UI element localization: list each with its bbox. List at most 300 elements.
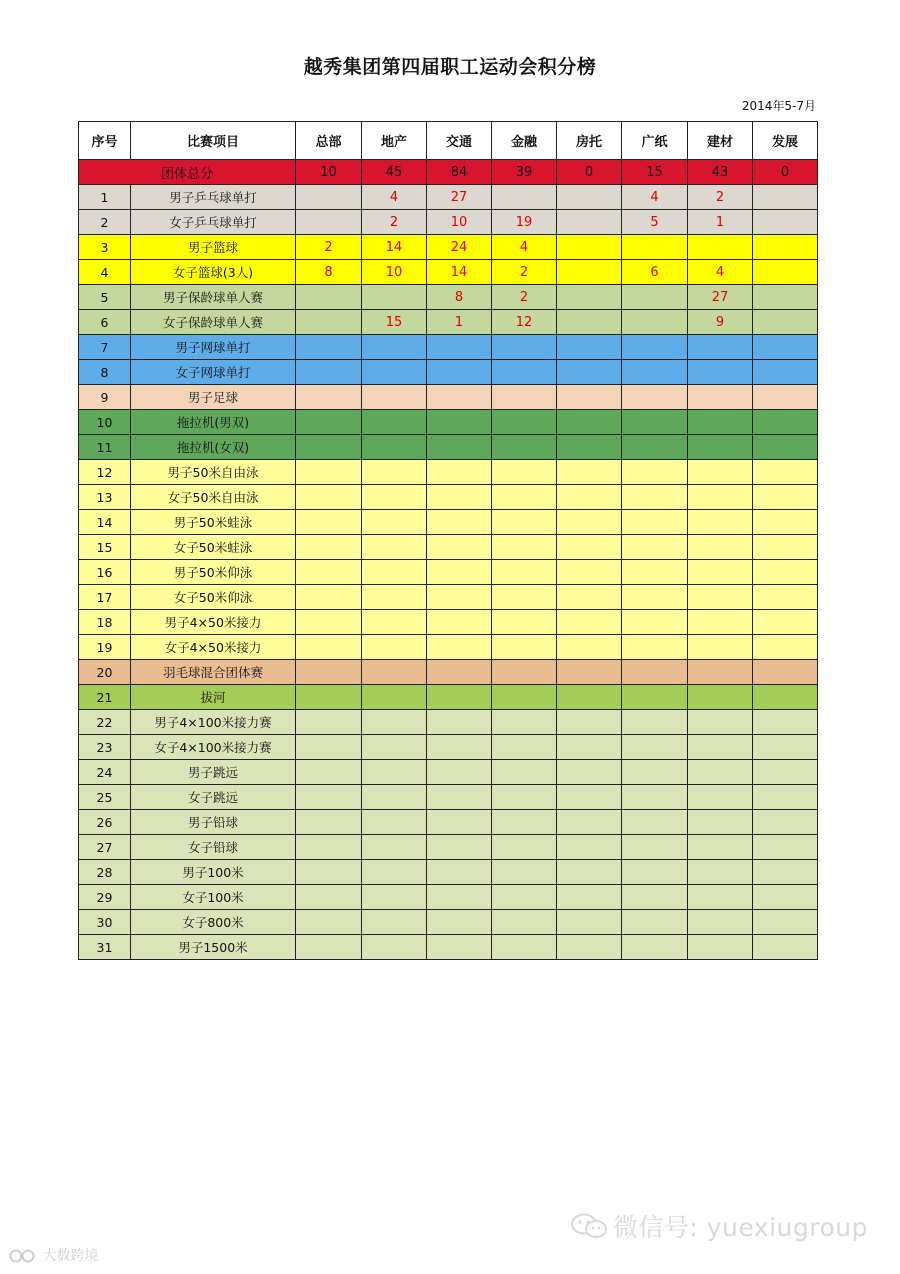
event-name: 女子50米蛙泳 xyxy=(131,535,296,560)
score-cell xyxy=(753,560,818,585)
score-cell xyxy=(688,460,753,485)
score-cell xyxy=(427,735,492,760)
event-name: 女子篮球(3人) xyxy=(131,260,296,285)
col-header-no: 序号 xyxy=(79,122,131,160)
score-cell xyxy=(492,685,557,710)
table-row xyxy=(79,435,818,460)
score-cell xyxy=(622,410,688,435)
score-cell xyxy=(753,660,818,685)
score-cell xyxy=(753,260,818,285)
score-cell xyxy=(557,185,622,210)
score-cell xyxy=(492,860,557,885)
table-row xyxy=(79,460,818,485)
score-cell xyxy=(557,785,622,810)
score-cell xyxy=(622,385,688,410)
score-cell xyxy=(753,835,818,860)
score-cell xyxy=(362,535,427,560)
row-number: 24 xyxy=(79,760,131,785)
score-cell xyxy=(492,785,557,810)
score-cell xyxy=(557,410,622,435)
total-score-cell: 45 xyxy=(362,160,427,185)
score-cell xyxy=(688,810,753,835)
row-number: 8 xyxy=(79,360,131,385)
score-cell xyxy=(688,585,753,610)
score-cell xyxy=(753,485,818,510)
page-title: 越秀集团第四届职工运动会积分榜 xyxy=(303,56,597,78)
row-number: 6 xyxy=(79,310,131,335)
table-row xyxy=(79,660,818,685)
score-cell xyxy=(362,385,427,410)
total-score-cell: 10 xyxy=(296,160,362,185)
score-cell xyxy=(688,560,753,585)
score-cell xyxy=(296,685,362,710)
score-cell xyxy=(557,935,622,960)
score-cell xyxy=(688,710,753,735)
score-cell: 4 xyxy=(362,185,427,210)
score-cell xyxy=(296,435,362,460)
score-cell xyxy=(622,935,688,960)
score-cell xyxy=(427,485,492,510)
col-header-building: 建材 xyxy=(688,122,753,160)
score-cell xyxy=(622,635,688,660)
score-cell xyxy=(427,935,492,960)
score-cell xyxy=(622,760,688,785)
col-header-hq: 总部 xyxy=(296,122,362,160)
event-name: 男子50米自由泳 xyxy=(131,460,296,485)
score-cell xyxy=(622,560,688,585)
logo-text: 大数跨境 xyxy=(42,1248,99,1264)
score-cell xyxy=(362,610,427,635)
score-cell: 10 xyxy=(427,210,492,235)
score-cell xyxy=(557,860,622,885)
col-header-development: 发展 xyxy=(753,122,818,160)
col-header-event: 比赛项目 xyxy=(131,122,296,160)
score-cell xyxy=(362,685,427,710)
score-cell xyxy=(362,285,427,310)
score-cell xyxy=(557,685,622,710)
col-header-transport: 交通 xyxy=(427,122,492,160)
score-cell xyxy=(492,535,557,560)
event-name: 男子50米仰泳 xyxy=(131,560,296,585)
table-row xyxy=(79,735,818,760)
score-cell xyxy=(427,910,492,935)
score-cell xyxy=(362,710,427,735)
table-row xyxy=(79,185,818,210)
wechat-icon xyxy=(569,1212,609,1246)
table-row xyxy=(79,485,818,510)
score-cell xyxy=(492,385,557,410)
score-cell xyxy=(492,910,557,935)
score-cell xyxy=(296,285,362,310)
score-cell xyxy=(557,485,622,510)
table-row xyxy=(79,760,818,785)
score-cell xyxy=(557,635,622,660)
score-cell: 14 xyxy=(427,260,492,285)
table-row xyxy=(79,935,818,960)
score-cell xyxy=(427,660,492,685)
score-cell xyxy=(753,885,818,910)
row-number: 7 xyxy=(79,335,131,360)
event-name: 女子网球单打 xyxy=(131,360,296,385)
score-cell: 24 xyxy=(427,235,492,260)
score-cell: 4 xyxy=(492,235,557,260)
score-cell xyxy=(362,635,427,660)
score-cell xyxy=(622,835,688,860)
score-cell xyxy=(753,935,818,960)
row-number: 23 xyxy=(79,735,131,760)
score-cell xyxy=(753,310,818,335)
score-cell xyxy=(622,785,688,810)
score-cell xyxy=(688,485,753,510)
score-cell xyxy=(753,860,818,885)
score-cell xyxy=(753,235,818,260)
row-number: 12 xyxy=(79,460,131,485)
score-cell xyxy=(688,835,753,860)
score-cell xyxy=(557,310,622,335)
score-cell xyxy=(296,635,362,660)
table-row xyxy=(79,510,818,535)
score-cell xyxy=(362,860,427,885)
score-cell xyxy=(688,910,753,935)
table-row xyxy=(79,285,818,310)
score-cell xyxy=(557,460,622,485)
score-cell xyxy=(557,360,622,385)
score-cell xyxy=(427,610,492,635)
score-cell xyxy=(296,735,362,760)
score-cell xyxy=(296,585,362,610)
table-row xyxy=(79,885,818,910)
score-cell: 8 xyxy=(296,260,362,285)
event-name: 男子4×50米接力 xyxy=(131,610,296,635)
score-cell xyxy=(362,510,427,535)
event-name: 女子800米 xyxy=(131,910,296,935)
score-cell: 12 xyxy=(492,310,557,335)
score-cell xyxy=(753,585,818,610)
score-cell xyxy=(622,335,688,360)
wechat-watermark xyxy=(569,1208,868,1246)
score-cell xyxy=(753,810,818,835)
table-row xyxy=(79,260,818,285)
score-cell xyxy=(296,910,362,935)
score-cell xyxy=(622,810,688,835)
score-cell xyxy=(492,660,557,685)
score-cell xyxy=(427,335,492,360)
event-name: 男子50米蛙泳 xyxy=(131,510,296,535)
score-cell xyxy=(688,435,753,460)
event-name: 女子跳远 xyxy=(131,785,296,810)
score-cell xyxy=(427,835,492,860)
score-cell xyxy=(427,410,492,435)
score-cell xyxy=(362,910,427,935)
score-cell xyxy=(688,685,753,710)
event-name: 男子保龄球单人赛 xyxy=(131,285,296,310)
score-cell xyxy=(622,610,688,635)
score-cell xyxy=(427,535,492,560)
table-row xyxy=(79,535,818,560)
row-number: 4 xyxy=(79,260,131,285)
score-cell: 10 xyxy=(362,260,427,285)
score-cell xyxy=(753,760,818,785)
score-cell xyxy=(622,685,688,710)
score-cell xyxy=(296,610,362,635)
row-number: 28 xyxy=(79,860,131,885)
event-name: 拔河 xyxy=(131,685,296,710)
score-cell xyxy=(622,435,688,460)
score-cell xyxy=(296,760,362,785)
score-cell xyxy=(362,810,427,835)
score-cell xyxy=(622,735,688,760)
score-cell xyxy=(688,335,753,360)
source-logo xyxy=(8,1245,98,1265)
score-cell xyxy=(622,535,688,560)
score-cell xyxy=(622,510,688,535)
row-number: 22 xyxy=(79,710,131,735)
score-cell xyxy=(557,735,622,760)
score-cell xyxy=(622,485,688,510)
event-name: 女子保龄球单人赛 xyxy=(131,310,296,335)
score-cell xyxy=(362,335,427,360)
score-cell xyxy=(362,785,427,810)
event-name: 男子100米 xyxy=(131,860,296,885)
score-cell xyxy=(753,610,818,635)
event-name: 男子篮球 xyxy=(131,235,296,260)
score-cell xyxy=(492,360,557,385)
row-number: 18 xyxy=(79,610,131,635)
score-cell xyxy=(753,635,818,660)
table-row xyxy=(79,210,818,235)
row-number: 10 xyxy=(79,410,131,435)
score-cell xyxy=(622,660,688,685)
table-row xyxy=(79,385,818,410)
score-cell xyxy=(557,885,622,910)
score-cell xyxy=(296,560,362,585)
score-cell xyxy=(622,860,688,885)
score-cell xyxy=(688,535,753,560)
col-header-property: 地产 xyxy=(362,122,427,160)
score-cell xyxy=(362,360,427,385)
row-number: 3 xyxy=(79,235,131,260)
score-cell xyxy=(296,660,362,685)
score-cell xyxy=(427,810,492,835)
row-number: 9 xyxy=(79,385,131,410)
row-number: 17 xyxy=(79,585,131,610)
score-cell xyxy=(557,285,622,310)
score-cell xyxy=(296,535,362,560)
event-name: 女子4×100米接力赛 xyxy=(131,735,296,760)
score-cell xyxy=(688,760,753,785)
score-cell xyxy=(688,635,753,660)
event-name: 女子50米自由泳 xyxy=(131,485,296,510)
score-cell xyxy=(622,885,688,910)
table-row xyxy=(79,635,818,660)
score-cell xyxy=(296,835,362,860)
score-cell xyxy=(427,435,492,460)
event-name: 男子4×100米接力赛 xyxy=(131,710,296,735)
score-cell xyxy=(622,310,688,335)
row-number: 27 xyxy=(79,835,131,860)
score-cell xyxy=(427,860,492,885)
score-cell xyxy=(427,710,492,735)
score-cell xyxy=(688,410,753,435)
total-score-cell: 0 xyxy=(753,160,818,185)
table-row xyxy=(79,235,818,260)
total-score-cell: 39 xyxy=(492,160,557,185)
score-cell xyxy=(622,910,688,935)
score-cell xyxy=(753,385,818,410)
score-cell xyxy=(427,510,492,535)
score-cell xyxy=(557,810,622,835)
score-cell xyxy=(296,785,362,810)
table-row xyxy=(79,585,818,610)
score-cell xyxy=(753,210,818,235)
score-cell xyxy=(492,810,557,835)
score-cell xyxy=(362,835,427,860)
score-cell: 2 xyxy=(492,285,557,310)
row-number: 16 xyxy=(79,560,131,585)
event-name: 男子1500米 xyxy=(131,935,296,960)
score-cell xyxy=(492,460,557,485)
header-row xyxy=(79,122,818,160)
event-name: 男子网球单打 xyxy=(131,335,296,360)
score-cell xyxy=(753,460,818,485)
score-cell: 8 xyxy=(427,285,492,310)
score-cell xyxy=(557,660,622,685)
score-cell xyxy=(557,835,622,860)
total-score-cell: 43 xyxy=(688,160,753,185)
score-cell xyxy=(296,360,362,385)
score-cell xyxy=(753,410,818,435)
score-cell: 4 xyxy=(622,185,688,210)
table-row xyxy=(79,310,818,335)
score-cell: 6 xyxy=(622,260,688,285)
score-cell xyxy=(427,760,492,785)
score-cell xyxy=(688,360,753,385)
table-row xyxy=(79,785,818,810)
score-cell xyxy=(362,460,427,485)
event-name: 男子足球 xyxy=(131,385,296,410)
total-label: 团体总分 xyxy=(79,160,296,185)
table-row xyxy=(79,335,818,360)
total-score-cell: 0 xyxy=(557,160,622,185)
score-cell xyxy=(427,685,492,710)
row-number: 14 xyxy=(79,510,131,535)
score-cell xyxy=(362,885,427,910)
table-row xyxy=(79,910,818,935)
score-cell xyxy=(427,635,492,660)
score-cell xyxy=(688,785,753,810)
score-cell xyxy=(622,285,688,310)
score-cell: 27 xyxy=(427,185,492,210)
score-cell xyxy=(688,385,753,410)
score-cell xyxy=(362,760,427,785)
score-cell: 9 xyxy=(688,310,753,335)
score-cell xyxy=(557,335,622,360)
score-cell xyxy=(296,210,362,235)
table-row xyxy=(79,685,818,710)
score-cell xyxy=(362,560,427,585)
score-cell xyxy=(557,560,622,585)
score-cell xyxy=(557,585,622,610)
score-cell xyxy=(362,410,427,435)
table-row xyxy=(79,610,818,635)
score-table xyxy=(78,121,818,960)
score-cell xyxy=(557,385,622,410)
score-cell xyxy=(492,610,557,635)
score-cell xyxy=(753,285,818,310)
score-cell: 1 xyxy=(427,310,492,335)
score-cell xyxy=(296,810,362,835)
event-name: 拖拉机(男双) xyxy=(131,410,296,435)
row-number: 2 xyxy=(79,210,131,235)
score-cell xyxy=(688,935,753,960)
event-name: 拖拉机(女双) xyxy=(131,435,296,460)
event-name: 女子50米仰泳 xyxy=(131,585,296,610)
table-row xyxy=(79,560,818,585)
score-cell xyxy=(492,935,557,960)
score-cell xyxy=(362,935,427,960)
col-header-reit: 房托 xyxy=(557,122,622,160)
score-cell xyxy=(492,560,557,585)
score-cell xyxy=(492,510,557,535)
score-cell xyxy=(296,860,362,885)
score-cell xyxy=(427,385,492,410)
total-score-cell: 84 xyxy=(427,160,492,185)
logo-icon xyxy=(8,1248,42,1264)
event-name: 男子铅球 xyxy=(131,810,296,835)
score-cell xyxy=(492,435,557,460)
score-cell: 1 xyxy=(688,210,753,235)
score-cell: 19 xyxy=(492,210,557,235)
score-cell xyxy=(622,460,688,485)
score-cell: 5 xyxy=(622,210,688,235)
row-number: 25 xyxy=(79,785,131,810)
event-name: 羽毛球混合团体赛 xyxy=(131,660,296,685)
table-row xyxy=(79,810,818,835)
score-cell xyxy=(362,735,427,760)
score-cell: 14 xyxy=(362,235,427,260)
score-cell: 2 xyxy=(362,210,427,235)
event-name: 女子100米 xyxy=(131,885,296,910)
score-cell xyxy=(753,535,818,560)
score-cell xyxy=(492,585,557,610)
score-cell: 27 xyxy=(688,285,753,310)
score-cell xyxy=(296,335,362,360)
score-cell xyxy=(557,260,622,285)
score-cell xyxy=(557,510,622,535)
score-cell xyxy=(557,760,622,785)
table-row xyxy=(79,360,818,385)
table-row xyxy=(79,410,818,435)
score-cell: 2 xyxy=(688,185,753,210)
row-number: 21 xyxy=(79,685,131,710)
score-cell xyxy=(688,610,753,635)
score-cell xyxy=(492,735,557,760)
row-number: 13 xyxy=(79,485,131,510)
row-number: 29 xyxy=(79,885,131,910)
score-cell xyxy=(492,485,557,510)
score-cell xyxy=(557,910,622,935)
row-number: 30 xyxy=(79,910,131,935)
score-cell xyxy=(296,885,362,910)
score-cell xyxy=(492,885,557,910)
score-cell xyxy=(296,310,362,335)
row-number: 15 xyxy=(79,535,131,560)
score-cell xyxy=(362,485,427,510)
score-cell: 4 xyxy=(688,260,753,285)
col-header-paper: 广纸 xyxy=(622,122,688,160)
event-name: 男子乒乓球单打 xyxy=(131,185,296,210)
score-cell xyxy=(427,560,492,585)
